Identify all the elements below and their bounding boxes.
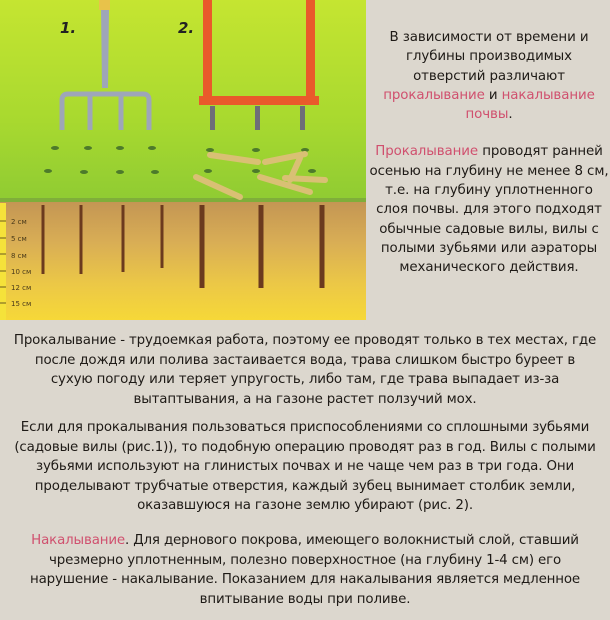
ruler-mark: 15 см: [11, 300, 32, 308]
body-paragraph-1: Прокалывание - трудоемкая работа, поэтому ее проводят только в тех местах, где после дождя или полива застаивается вода, трава слишком быстро буреет в сухую погоду или теряет упругость, либо там, где трава выпадает из-за вытаптывания, а на газоне растет ползучий мох.: [13, 333, 597, 407]
intro-paragraph: В зависимости от времени и глубины производимых отверстий различают прокалывание и накалывание почвы.: [383, 30, 595, 123]
body-paragraph-2: Если для прокалывания пользоваться приспособлениями со сплошными зубьями (садовые вилы (рис.1)), то подобную операцию проводят раз в год. Вилы с полыми зубьями используют на глинистых почвах и не чаще чем раз в три года. Они проделывают трубчатые отверстия, каждый зубец вынимает столбик земли, оказавшуюся на газоне землю убирают (рис. 2).: [14, 420, 596, 513]
term-nakalyvanie: Накалывание: [31, 533, 125, 548]
ruler-mark: 12 см: [11, 284, 32, 292]
body-paragraph-3: Накалывание. Для дернового покрова, имеющего волокнистый слой, ставший чрезмерно уплотненным, полезно поверхностное (на глубину 1-4 см) его нарушение - накалывание. Показанием для накалывания является медленное впитывание воды при поливе.: [29, 533, 581, 607]
term-prokalyvanie: Прокалывание: [375, 144, 479, 160]
ruler-mark: 10 см: [11, 268, 32, 276]
side-text-block: [368, 28, 610, 296]
term-nakalyvanie: накалывание почвы: [465, 87, 595, 123]
ruler-mark: 5 см: [11, 235, 27, 243]
term-prokalyvanie: прокалывание: [383, 87, 485, 103]
ruler-mark: 8 см: [11, 252, 27, 260]
figure-label-1: 1.: [60, 19, 77, 37]
ruler-mark: 2 см: [11, 218, 27, 226]
figure-label-2: 2.: [178, 19, 195, 37]
aeration-illustration: [0, 0, 366, 320]
prokalyvanie-paragraph: Прокалывание проводят ранней осенью на глубину не менее 8 см, т.е. на глубину уплотненного слоя почвы. для этого подходят обычные садовые вилы, вилы с полыми зубьями или аэраторы механического действия.: [369, 144, 609, 276]
